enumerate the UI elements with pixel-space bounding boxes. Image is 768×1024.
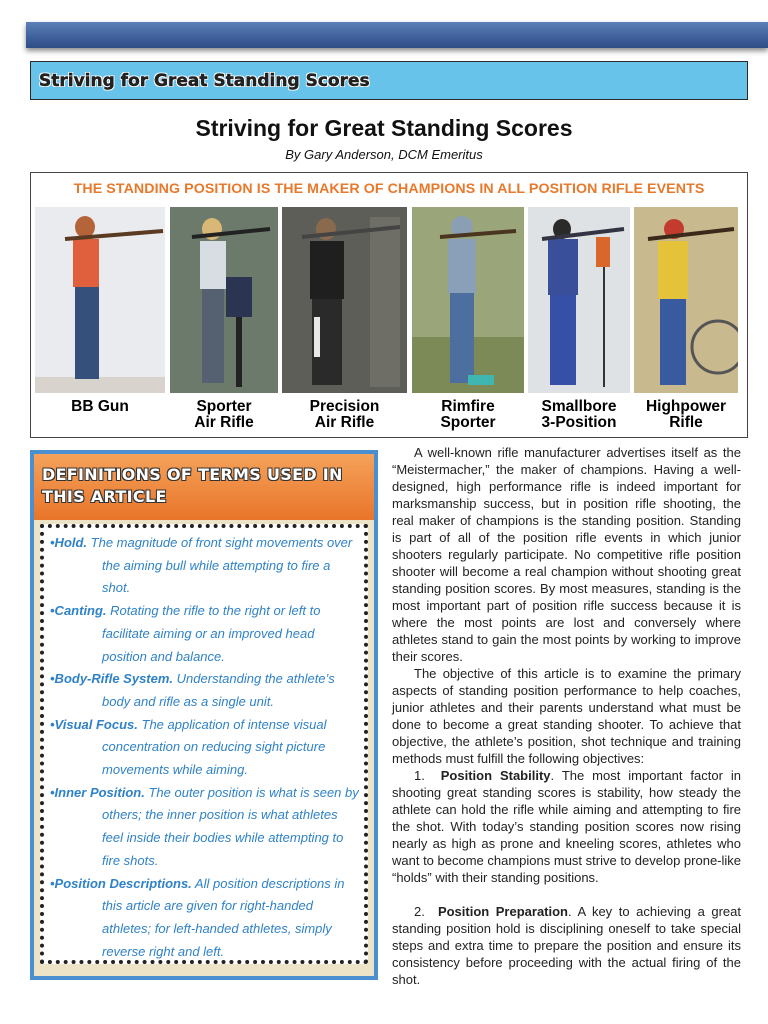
body-paragraph-2: The objective of this article is to examine the primary aspects of standing position performance to help coaches, junior athletes and their parents understand what must be done to become a great standing shooter. To achieve that objective, the athlete’s position, shot technique and training methods must fulfill the following objectives: <box>392 666 741 766</box>
photo-label-line1: Rimfire <box>441 398 495 415</box>
photo-label-precision-air-rifle <box>282 399 407 431</box>
list-text: . A key to achieving a great standing position hold is disciplining oneself to take special steps and extra time to prepare the position and ensure its consistency before proceeding with the actual firing of the shot. <box>392 904 741 987</box>
photo-panel-heading: THE STANDING POSITION IS THE MAKER OF CHAMPIONS IN ALL POSITION RIFLE EVENTS <box>73 181 705 197</box>
list-number: 1. <box>414 768 425 783</box>
list-term: Position Preparation <box>437 904 569 919</box>
article-byline: By Gary Anderson, DCM Emeritus <box>285 147 483 162</box>
definition-term: •Body-Rifle System. <box>50 671 174 687</box>
body-paragraph-4 <box>392 903 741 988</box>
list-term: Position Stability <box>440 768 551 783</box>
definition-text: The application of intense visual concentration on reducing sight picture movements while aiming. <box>102 716 327 778</box>
photo-label-line2: Rifle <box>669 414 703 431</box>
photo-label-line2: Air Rifle <box>314 414 375 431</box>
photo-label-line1: BB Gun <box>71 398 129 415</box>
body-paragraph-1: A well-known rifle manufacturer advertises itself as the “Meistermacher,” the maker of champions. Having a well-designed, high performance rifle is indeed important for marksmanship success, but in position rifle shooting, the real maker of champions is the standing position. Standing is part of all of the position rifle events in which junior shooters regularly participate. No competitive rifle position shooter will become a real champion without shooting great standing position scores. By most measures, standing is the most important part of position rifle success because it is where the most points are lost and conversely where athletes stand to gain the most points by working to improve their scores. <box>392 445 741 664</box>
definition-term: •Inner Position. <box>50 784 145 800</box>
definitions-heading: DEFINITIONS OF TERMS USED IN THIS ARTICLE <box>42 465 343 506</box>
photo-label-line2: Air Rifle <box>194 414 254 431</box>
definitions-heading-bar <box>34 454 374 520</box>
definitions-sidebar <box>30 450 378 980</box>
photo-label-line2: 3-Position <box>541 414 617 431</box>
definition-text: Understanding the athlete’s body and rifle as a single unit. <box>102 671 335 709</box>
photo-precision-air-rifle <box>282 207 407 393</box>
article-title: Striving for Great Standing Scores <box>195 115 573 141</box>
photo-label-bb-gun <box>35 399 165 415</box>
definition-text: Rotating the rifle to the right or left to facilitate aiming or an improved head position and balance. <box>102 603 321 664</box>
definition-item <box>50 782 360 873</box>
definition-item <box>50 668 360 713</box>
photo-smallbore-3-position <box>528 207 630 393</box>
article-body <box>392 444 741 988</box>
list-text: . The most important factor in shooting great standing scores is stability, how steady the athlete can hold the rifle while aiming and attempting to fire the shot. With today’s standing position scores now rising nearly as high as prone and kneeling scores, athletes who want to become champions must strive to develop prone-like “holds” with their standing positions. <box>392 768 742 885</box>
photo-label-highpower-rifle <box>634 399 738 431</box>
photo-label-line1: Precision <box>309 398 380 415</box>
header-bar <box>26 22 768 48</box>
definitions-inner <box>34 454 374 976</box>
definition-text: The outer position is what is seen by others; the inner position is what athletes feel inside their bodies while attempting to fire shots. <box>102 784 359 868</box>
body-paragraph-3 <box>392 767 741 886</box>
definitions-list <box>40 524 368 964</box>
list-number: 2. <box>414 904 425 919</box>
photo-highpower-rifle <box>634 207 738 393</box>
section-banner-text: Striving for Great Standing Scores <box>39 70 370 91</box>
section-banner <box>30 61 748 100</box>
definition-term: •Position Descriptions. <box>50 875 192 891</box>
definition-term: •Visual Focus. <box>50 716 138 732</box>
photo-sporter-air-rifle <box>170 207 278 393</box>
photo-panel <box>30 172 748 438</box>
photo-rimfire-sporter <box>412 207 524 393</box>
definition-text: All position descriptions in this article are given for right-handed athletes; for left-handed athletes, simply reverse right and left. <box>102 875 345 959</box>
photo-label-smallbore-3-position <box>528 399 630 431</box>
photo-label-sporter-air-rifle <box>170 399 278 431</box>
photo-label-line1: Smallbore <box>541 398 617 415</box>
definition-item <box>50 600 360 668</box>
photo-label-rimfire-sporter <box>412 399 524 431</box>
photo-label-line2: Sporter <box>440 414 496 431</box>
photo-label-line1: Sporter <box>196 398 252 415</box>
definition-term: •Canting. <box>50 603 107 619</box>
definition-term: •Hold. <box>50 535 88 550</box>
definition-item <box>50 873 360 964</box>
definition-text: The magnitude of front sight movements over the aiming bull while attempting to fire a shot. <box>90 535 353 596</box>
definition-item <box>50 532 360 600</box>
photo-bb-gun <box>35 207 165 393</box>
definition-item <box>50 714 360 782</box>
photo-label-line1: Highpower <box>645 398 727 415</box>
